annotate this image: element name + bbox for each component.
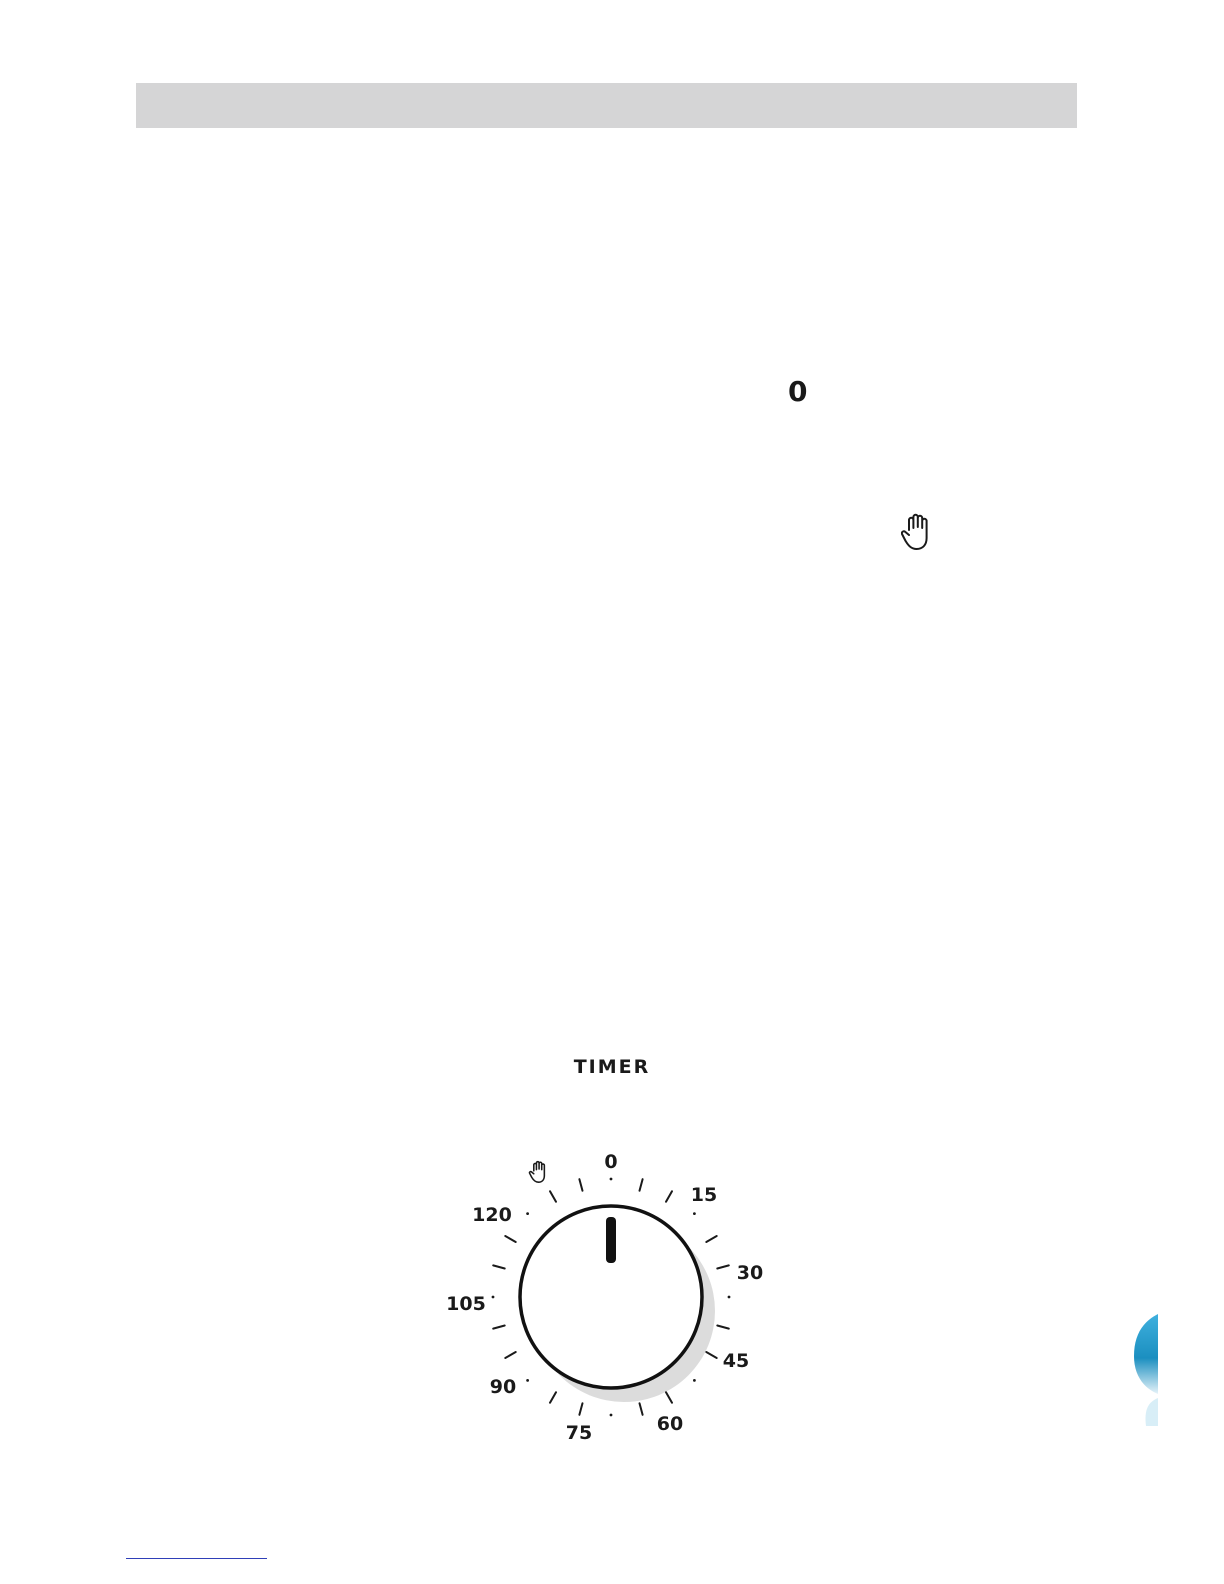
dial-tick-mark	[717, 1265, 729, 1268]
dial-tick-mark	[706, 1352, 716, 1358]
zero-symbol: 0	[788, 375, 808, 408]
dial-tick-mark	[666, 1191, 672, 1201]
dial-label-15: 15	[690, 1184, 718, 1206]
dial-tick-mark	[666, 1392, 672, 1402]
dial-tick-mark	[579, 1403, 582, 1415]
dial-tick-mark	[579, 1179, 582, 1191]
dial-hand-icon	[530, 1162, 545, 1183]
timer-knob[interactable]	[520, 1206, 702, 1388]
dial-tick-mark	[505, 1352, 515, 1358]
dial-label-75: 75	[565, 1422, 593, 1444]
dial-tick-mark	[493, 1265, 505, 1268]
dial-tick-mark	[493, 1326, 505, 1329]
dial-tick-mark	[505, 1236, 515, 1242]
dial-label-105: 105	[446, 1293, 486, 1315]
dial-tick-mark	[550, 1392, 556, 1402]
dial-tick-mark	[550, 1191, 556, 1201]
dial-label-0: 0	[604, 1151, 618, 1173]
dial-tick-dot	[526, 1212, 529, 1215]
dial-tick-dot	[526, 1379, 529, 1382]
dial-tick-dot	[610, 1178, 613, 1181]
knob-shadow	[533, 1220, 715, 1402]
dial-label-30: 30	[736, 1262, 764, 1284]
knob-pointer	[606, 1217, 616, 1263]
dial-tick-dot	[693, 1379, 696, 1382]
dial-label-60: 60	[656, 1413, 684, 1435]
side-tab-graphic	[1134, 1314, 1158, 1426]
timer-title: TIMER	[573, 1056, 651, 1078]
dial-tick-mark	[640, 1403, 643, 1415]
dial-label-120: 120	[472, 1204, 512, 1226]
section-header-bar	[136, 83, 1077, 128]
dial-tick-dot	[492, 1296, 495, 1299]
dial-tick-mark	[717, 1326, 729, 1329]
dial-label-90: 90	[489, 1376, 517, 1398]
dial-tick-dot	[610, 1414, 613, 1417]
dial-tick-mark	[640, 1179, 643, 1191]
hand-icon	[901, 512, 933, 552]
dial-label-45: 45	[722, 1350, 750, 1372]
dial-tick-dot	[728, 1296, 731, 1299]
dial-tick-dot	[693, 1212, 696, 1215]
dial-tick-mark	[706, 1236, 716, 1242]
footer-link-underline	[126, 1558, 267, 1559]
